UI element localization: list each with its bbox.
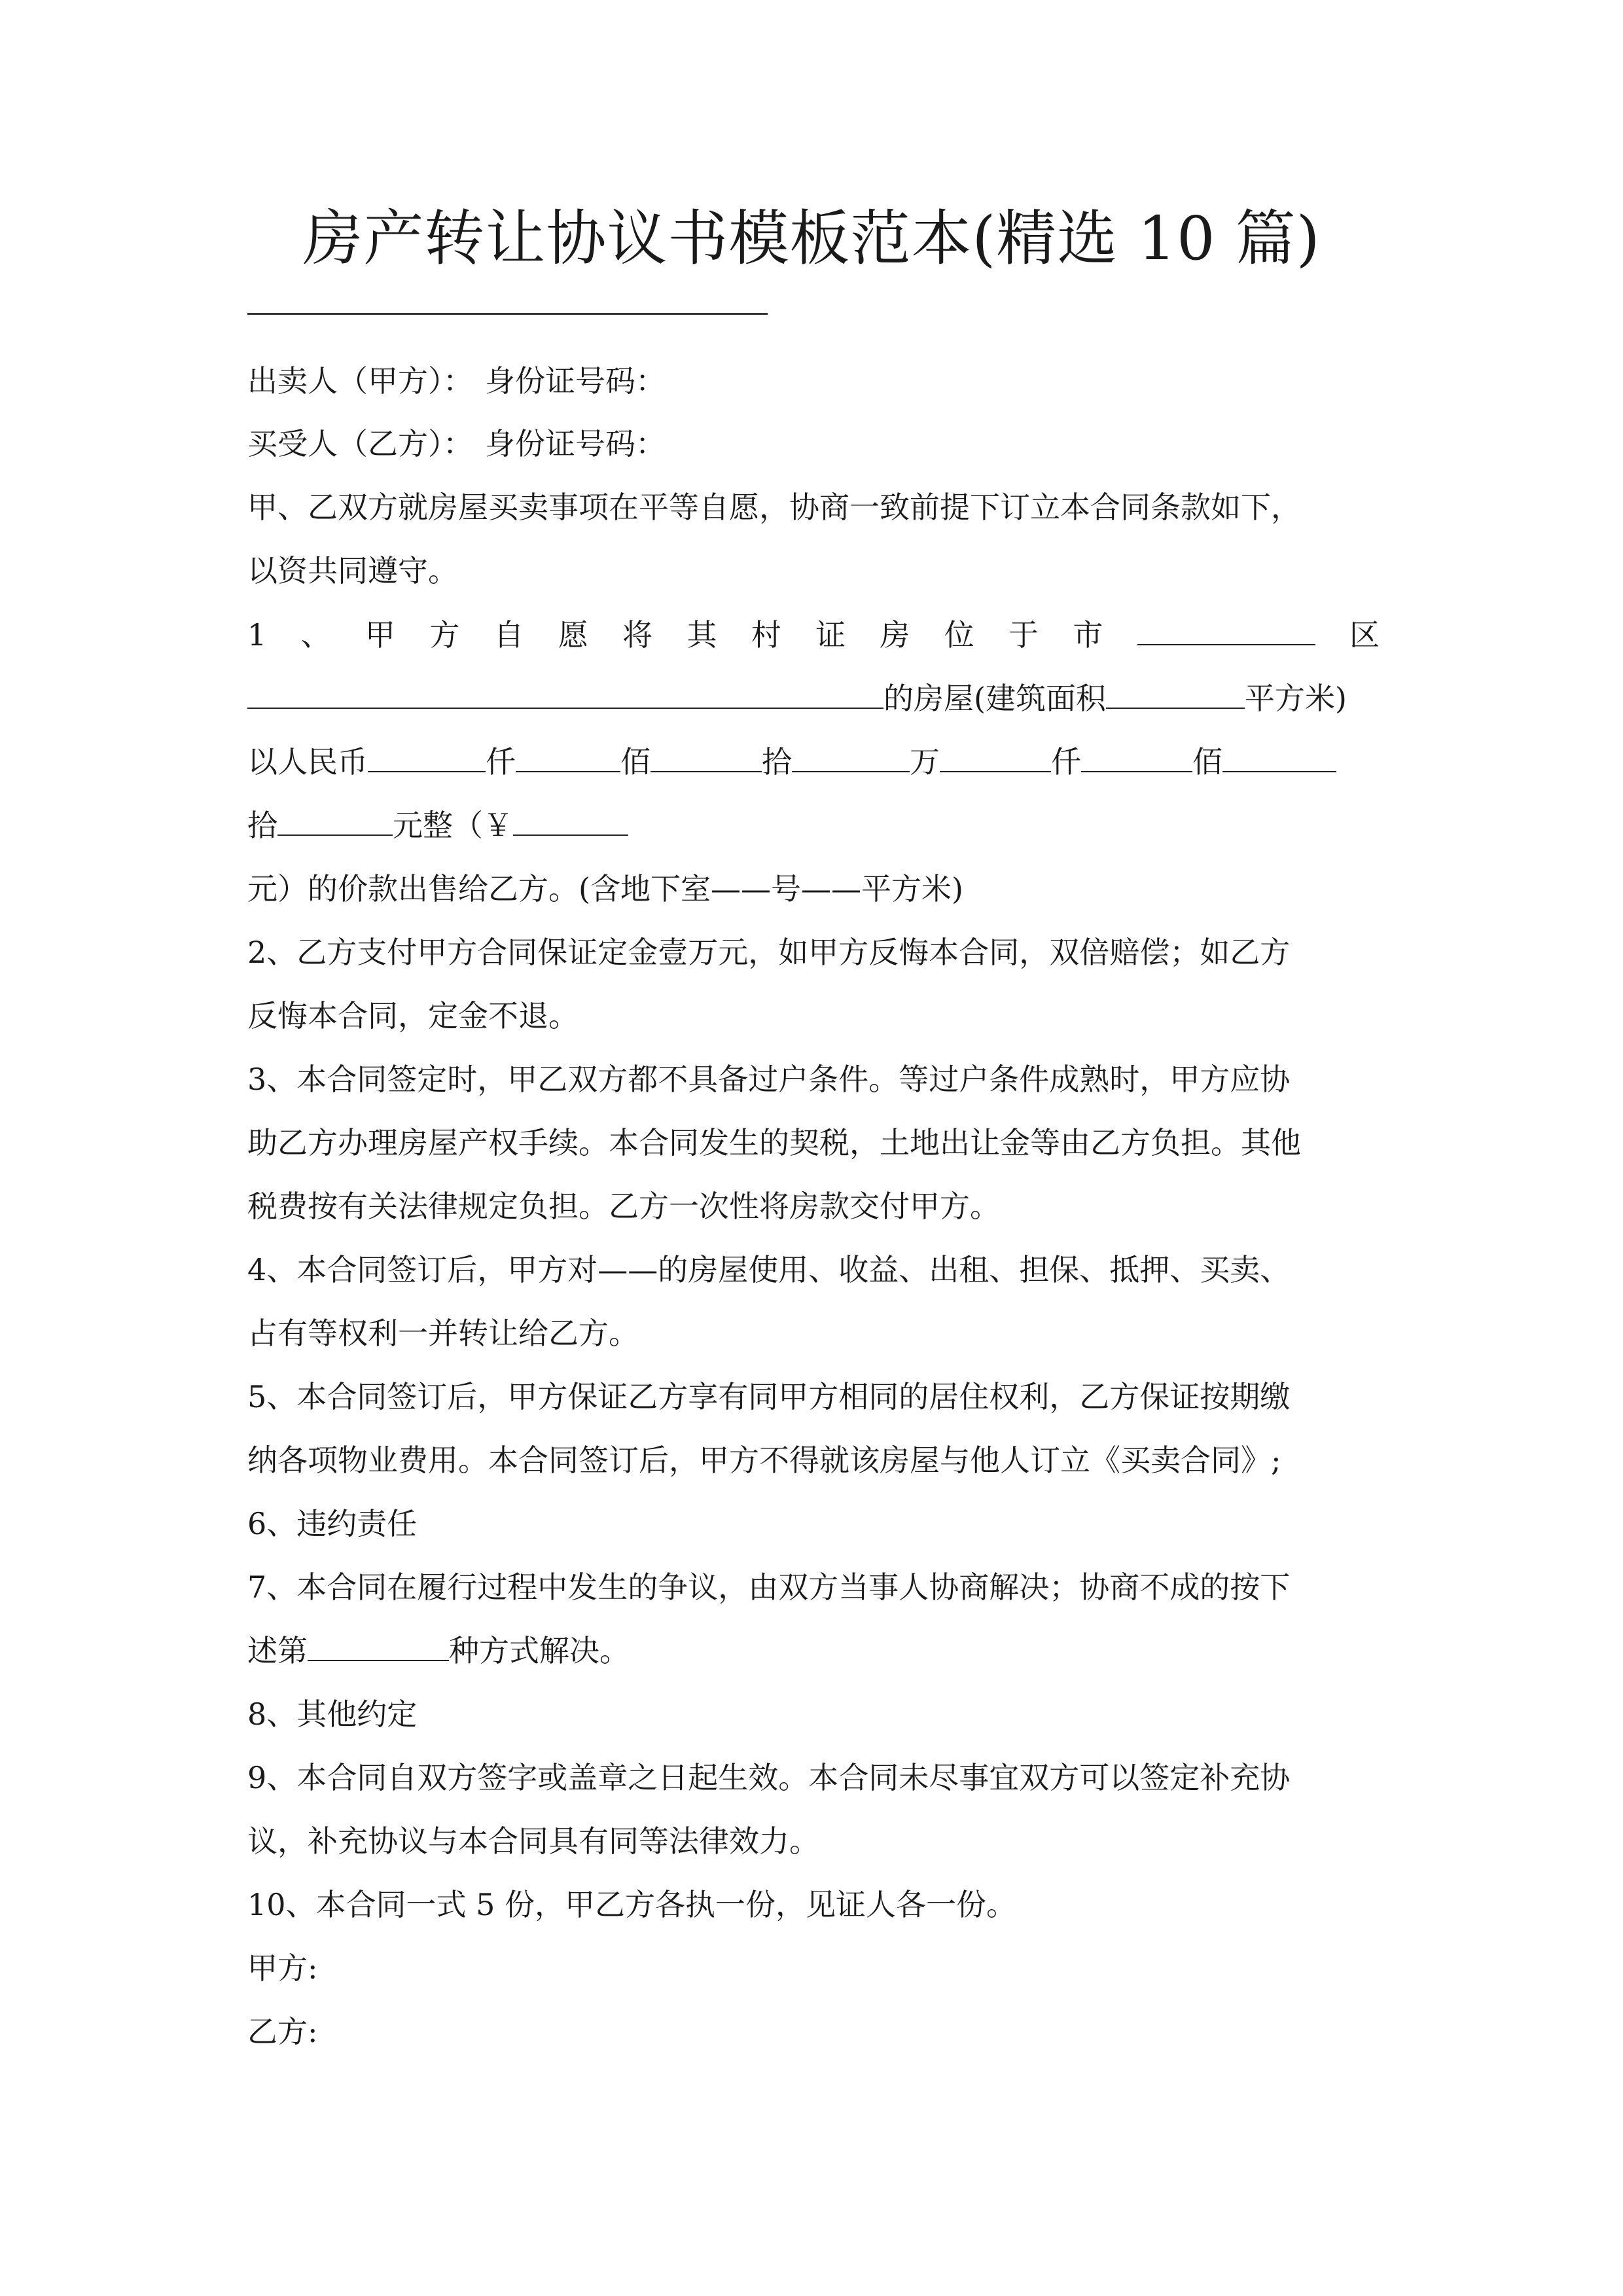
amount-blank	[1081, 742, 1192, 772]
clause-1-char: 自	[493, 617, 524, 653]
party-b-signature-label: 乙方:	[247, 2014, 318, 2049]
unit-label: 仟	[1051, 744, 1081, 780]
clause-6-line: 6、违约责任	[247, 1506, 418, 1541]
unit-label: 拾	[762, 744, 792, 780]
clause-1-char: 位	[944, 617, 974, 653]
clause-1-char: 于	[1008, 617, 1039, 653]
clause-7-line-2	[247, 1631, 630, 1670]
unit-label: 佰	[1192, 744, 1222, 780]
clause-1-line-1	[247, 615, 1380, 655]
sqm-label: 平方米)	[1244, 681, 1347, 716]
amount-blank	[651, 742, 762, 772]
seller-label: 出卖人（甲方）：	[247, 363, 473, 399]
clause-9-line-1: 9、本合同自双方签字或盖章之日起生效。本合同未尽事宜双方可以签定补充协	[247, 1760, 1291, 1795]
clause-10-line: 10、本合同一式 5 份，甲乙方各执一份，见证人各一份。	[247, 1887, 1017, 1922]
clause-1-char: 市	[1073, 617, 1103, 653]
buyer-line	[247, 424, 666, 463]
yuan-label: 元整（￥	[393, 808, 513, 843]
clause-2-line-2: 反悔本合同，定金不退。	[247, 998, 579, 1033]
address-blank	[247, 679, 883, 709]
house-area-label: 的房屋(建筑面积	[883, 681, 1106, 716]
intro-line-1: 甲、乙双方就房屋买卖事项在平等自愿，协商一致前提下订立本合同条款如下，	[247, 490, 1301, 525]
clause-1-line-5: 元）的价款出售给乙方。(含地下室——号——平方米)	[247, 871, 963, 906]
unit-label: 万	[910, 744, 940, 780]
area-blank	[1106, 679, 1245, 709]
clause-1-char: 甲	[365, 617, 395, 653]
clause-4-line-1: 4、本合同签订后，甲方对——的房屋使用、收益、出租、担保、抵押、买卖、	[247, 1252, 1291, 1287]
party-a-signature-label: 甲方:	[247, 1950, 318, 1986]
amount-blank	[792, 742, 910, 772]
unit-label: 拾	[247, 808, 277, 843]
unit-label: 佰	[620, 744, 651, 780]
clause-3-line-2: 助乙方办理房屋产权手续。本合同发生的契税，土地出让金等由乙方负担。其他	[247, 1125, 1301, 1160]
clause-1-line-3	[247, 742, 1336, 781]
clause-1-char: 将	[622, 617, 653, 653]
seller-id-label: 身份证号码：	[485, 363, 666, 399]
title-underline	[247, 313, 768, 315]
clause-2-line-1: 2、乙方支付甲方合同保证定金壹万元，如甲方反悔本合同，双倍赔偿；如乙方	[247, 935, 1291, 970]
clause-3-line-1: 3、本合同签定时，甲乙双方都不具备过户条件。等过户条件成熟时，甲方应协	[247, 1062, 1291, 1097]
clause-1-char: 、	[300, 617, 331, 653]
clause-1-char: 愿	[558, 617, 588, 653]
clause-1-char: 房	[880, 617, 910, 653]
unit-label: 仟	[486, 744, 516, 780]
clause-4-line-2: 占有等权利一并转让给乙方。	[247, 1316, 639, 1351]
clause-8-line: 8、其他约定	[247, 1696, 418, 1732]
clause-5-line-1: 5、本合同签订后，甲方保证乙方享有同甲方相同的居住权利，乙方保证按期缴	[247, 1379, 1291, 1414]
clause-1-line-2	[247, 679, 1347, 718]
buyer-label: 买受人（乙方）：	[247, 426, 473, 461]
clause-1-char: 证	[815, 617, 846, 653]
clause-1-char: 其	[687, 617, 717, 653]
amount-blank	[1222, 742, 1336, 772]
seller-line	[247, 361, 666, 401]
clause-1-char: 1	[247, 617, 267, 653]
method-blank	[308, 1631, 449, 1661]
clause-1-char: 区	[1349, 617, 1380, 653]
city-blank	[1137, 615, 1315, 645]
clause-7-prefix: 述第	[247, 1633, 308, 1668]
clause-3-line-3: 税费按有关法律规定负担。乙方一次性将房款交付甲方。	[247, 1189, 1000, 1224]
clause-5-line-2: 纳各项物业费用。本合同签订后，甲方不得就该房屋与他人订立《买卖合同》;	[247, 1443, 1281, 1478]
amount-blank	[368, 742, 486, 772]
buyer-id-label: 身份证号码：	[485, 426, 666, 461]
intro-line-2: 以资共同遵守。	[247, 553, 458, 588]
figure-blank	[513, 806, 628, 836]
clause-7-suffix: 种方式解决。	[449, 1633, 630, 1668]
rmb-label: 以人民币	[247, 744, 368, 780]
clause-1-line-4	[247, 806, 628, 845]
document-title: 房产转让协议书模板范本(精选 10 篇)	[302, 204, 1321, 274]
clause-7-line-1: 7、本合同在履行过程中发生的争议，由双方当事人协商解决；协商不成的按下	[247, 1570, 1291, 1605]
amount-blank	[516, 742, 620, 772]
amount-blank	[940, 742, 1051, 772]
clause-1-char: 方	[429, 617, 460, 653]
clause-9-line-2: 议，补充协议与本合同具有同等法律效力。	[247, 1823, 819, 1859]
amount-blank	[277, 806, 393, 836]
clause-1-char: 村	[751, 617, 781, 653]
